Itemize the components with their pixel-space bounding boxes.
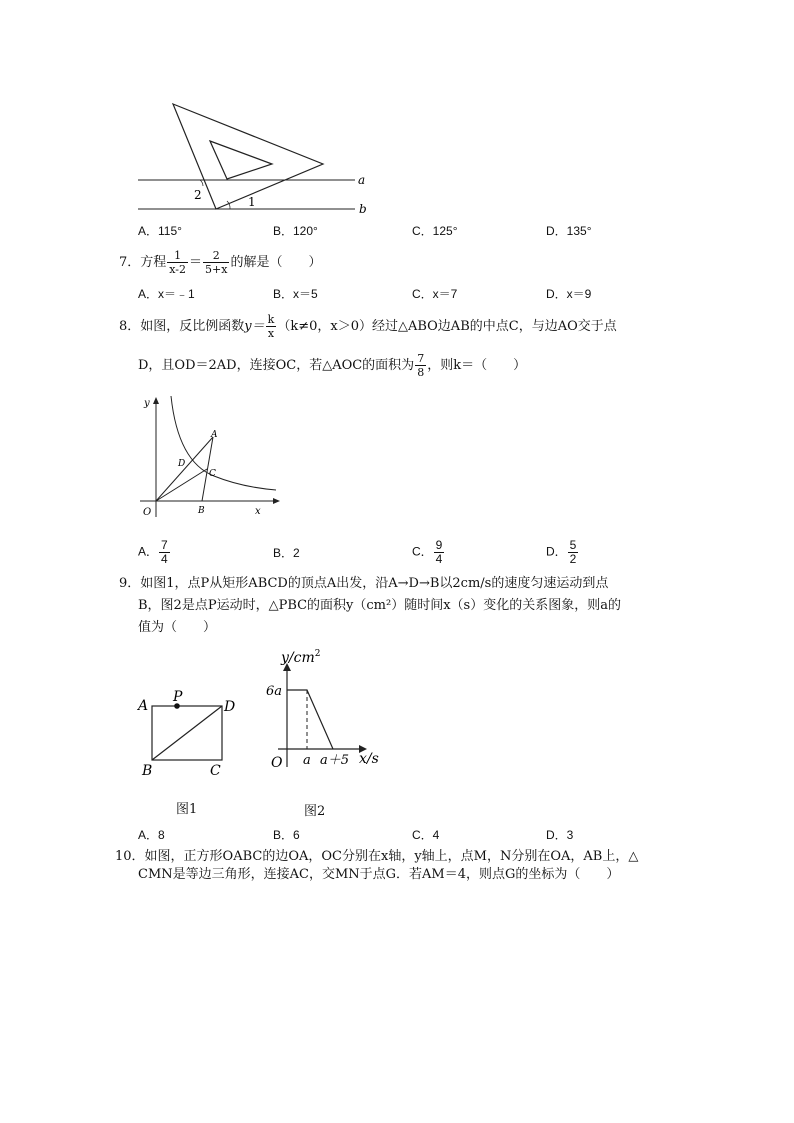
q9-option-c[interactable]: C．4 bbox=[412, 828, 440, 842]
label-C: C bbox=[209, 469, 216, 479]
label-x-axis: x/s bbox=[359, 751, 379, 767]
q9-stem-line1 bbox=[119, 575, 608, 593]
q8-option-c[interactable]: C． $\frac{9}{4}$ bbox=[412, 538, 443, 566]
q9-figure1-caption: 图1 bbox=[176, 802, 198, 817]
q8-number: 8． bbox=[119, 319, 141, 334]
q8-option-d[interactable]: D． $\frac{5}{2}$ bbox=[546, 538, 577, 566]
q9-figure2-caption: 图2 bbox=[304, 804, 326, 819]
q7-fraction-2: $\frac{2}{5+x}$ bbox=[205, 249, 228, 276]
q7-number: 7． bbox=[119, 255, 141, 270]
q8-k-fraction: $\frac{k}{x}$ bbox=[267, 313, 275, 340]
q8-stem-line1 bbox=[119, 313, 617, 340]
segment-OC bbox=[156, 469, 207, 501]
triangle-ruler-inner bbox=[210, 141, 272, 179]
label-D: D bbox=[178, 459, 186, 469]
q10-number: 10． bbox=[115, 849, 145, 864]
q7-option-b[interactable]: B．x＝5 bbox=[273, 287, 318, 301]
label-A: A bbox=[138, 698, 149, 714]
label-a: a bbox=[303, 753, 311, 768]
q6-option-a[interactable]: A．115° bbox=[138, 224, 182, 238]
label-C: C bbox=[210, 763, 221, 779]
q9-option-d[interactable]: D．3 bbox=[546, 828, 574, 842]
label-x: x bbox=[255, 506, 261, 517]
label-a-plus-5: a＋5 bbox=[320, 753, 350, 768]
label-6a: 6a bbox=[266, 684, 283, 699]
q9-option-a[interactable]: A．8 bbox=[138, 828, 165, 842]
label-P: P bbox=[173, 689, 183, 705]
q6-option-d[interactable]: D．135° bbox=[546, 224, 592, 238]
area-graph bbox=[287, 690, 333, 749]
hyperbola-curve bbox=[171, 396, 276, 490]
q8-y-eq: y＝ bbox=[244, 319, 265, 334]
q10-line1: 如图，正方形OABC的边OA，OC分别在x轴，y轴上，点M，N分别在OA，AB上，△ bbox=[144, 849, 639, 864]
q6-option-b[interactable]: B．120° bbox=[273, 224, 318, 238]
q7-option-a[interactable]: A．x＝﹣1 bbox=[138, 287, 195, 301]
q8-area-fraction: $\frac{7}{8}$ bbox=[417, 352, 425, 379]
q10-stem-line2: CMN是等边三角形，连接AC，交MN于点G．若AM＝4，则点G的坐标为（ ） bbox=[138, 867, 620, 882]
y-axis-arrow bbox=[153, 397, 159, 404]
q9-figure1 bbox=[136, 686, 246, 780]
label-angle1: 1 bbox=[248, 195, 256, 209]
q8-option-b[interactable]: B．2 bbox=[273, 546, 300, 560]
q8-text2b: ，则k＝（ ） bbox=[427, 358, 527, 373]
angle1-arc bbox=[227, 201, 230, 209]
q6-option-c[interactable]: C．125° bbox=[412, 224, 458, 238]
angle2-arc bbox=[200, 180, 203, 186]
q8-text2a: D，且OD＝2AD，连接OC，若△AOC的面积为 bbox=[138, 358, 415, 373]
q9-stem-line2: B，图2是点P运动时，△PBC的面积y（cm²）随时间x（s）变化的关系图象，则a的 bbox=[138, 598, 621, 613]
q7-option-c[interactable]: C．x＝7 bbox=[412, 287, 458, 301]
q8-text1a: 如图，反比例函数 bbox=[140, 319, 245, 334]
label-B: B bbox=[198, 506, 205, 516]
label-a: a bbox=[358, 173, 366, 187]
q8-option-a[interactable]: A． $\frac{7}{4}$ bbox=[138, 538, 168, 566]
q6-figure bbox=[130, 98, 380, 218]
q9-line1: 如图1，点P从矩形ABCD的顶点A出发，沿A→D→B以2cm/s的速度匀速运动到点 bbox=[140, 576, 609, 591]
q9-option-b[interactable]: B．6 bbox=[273, 828, 300, 842]
label-O: O bbox=[143, 507, 152, 518]
q7-prefix: 方程 bbox=[140, 255, 167, 270]
q7-stem bbox=[119, 249, 321, 276]
label-b: b bbox=[359, 202, 367, 216]
q8-text1b: （k≠0，x＞0）经过△ABO边AB的中点C，与边AO交于点 bbox=[277, 319, 617, 334]
q7-option-d[interactable]: D．x＝9 bbox=[546, 287, 592, 301]
q7-suffix: 的解是（ ） bbox=[230, 255, 322, 270]
label-O: O bbox=[271, 755, 283, 771]
q9-number: 9． bbox=[119, 576, 141, 591]
label-D: D bbox=[224, 699, 236, 715]
diagonal-BD bbox=[152, 706, 222, 760]
label-A: A bbox=[211, 430, 218, 440]
q7-fraction-1: $\frac{1}{x-2}$ bbox=[169, 249, 187, 276]
q7-equals: ＝ bbox=[189, 255, 203, 270]
label-y: y bbox=[144, 398, 150, 409]
q9-figure2 bbox=[262, 642, 397, 777]
q8-stem-line2 bbox=[138, 352, 526, 379]
q9-stem-line3: 值为（ ） bbox=[138, 620, 217, 635]
label-B: B bbox=[142, 763, 153, 779]
x-axis-arrow bbox=[273, 498, 280, 504]
q8-figure bbox=[136, 392, 286, 522]
label-y-axis: $y/cm^2$ bbox=[281, 649, 321, 666]
label-angle2: 2 bbox=[194, 188, 202, 202]
q10-stem-line1 bbox=[115, 848, 638, 866]
